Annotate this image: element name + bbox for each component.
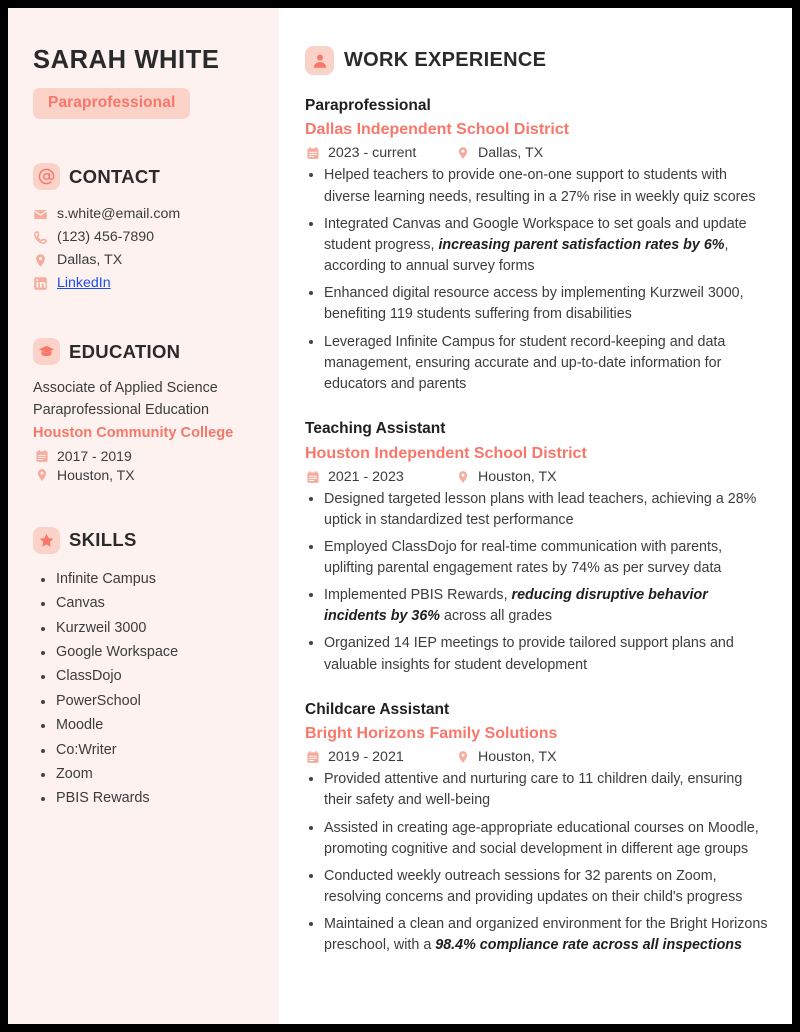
- job-company: Dallas Independent School District: [305, 121, 570, 139]
- job-dates-row: [305, 749, 455, 765]
- job-dates: 2019 - 2021: [328, 749, 404, 766]
- star-icon: [33, 527, 60, 554]
- job-location: Houston, TX: [478, 468, 557, 485]
- job-role: Childcare Assistant: [305, 700, 450, 718]
- education-location-row: [33, 464, 257, 483]
- skill-item: Co:Writer: [37, 738, 257, 762]
- skill-item: PowerSchool: [37, 689, 257, 713]
- job-bullet: Enhanced digital resource access by implementing Kurzweil 3000, benefiting 119 students suffering from disabilities: [305, 283, 770, 325]
- job-title-badge: Paraprofessional: [33, 88, 190, 119]
- education-section-title: EDUCATION: [69, 340, 181, 362]
- linkedin-icon: [33, 276, 48, 291]
- calendar-icon: [305, 146, 320, 160]
- skills-list: [33, 567, 257, 811]
- job-meta: [305, 749, 770, 765]
- job-bullet: Conducted weekly outreach sessions for 32 parents on Zoom, resolving concerns and providing updates on their child's progress: [305, 866, 770, 908]
- work-experience-section-title: WORK EXPERIENCE: [344, 49, 547, 71]
- location-icon: [455, 750, 470, 764]
- job-bullet: Integrated Canvas and Google Workspace to set goals and update student progress, increasing parent satisfaction rates by 6%, according to annual survey forms: [305, 214, 770, 277]
- jobs-container: [305, 95, 770, 956]
- job-bullets: [305, 489, 770, 676]
- job-bullet: Provided attentive and nurturing care to 11 children daily, ensuring their safety and well-being: [305, 769, 770, 811]
- job-bullet: Maintained a clean and organized environment for the Bright Horizons preschool, with a 98.4% compliance rate across all inspections: [305, 914, 770, 956]
- contact-item-phone: [33, 226, 257, 249]
- contact-phone-value: (123) 456-7890: [57, 229, 155, 246]
- mail-icon: [33, 207, 48, 222]
- at-icon: [33, 163, 60, 190]
- job-meta: [305, 145, 770, 161]
- job-entry: [305, 418, 770, 676]
- job-location: Houston, TX: [478, 749, 557, 766]
- contact-item-email: [33, 203, 257, 226]
- job-location: Dallas, TX: [478, 145, 544, 162]
- bullet-highlight: reducing disruptive behavior incidents by 36%: [324, 587, 708, 625]
- contact-section-title: CONTACT: [69, 165, 161, 187]
- job-bullet: Assisted in creating age-appropriate educational courses on Moodle, promoting cognitive and social development in different age groups: [305, 818, 770, 860]
- education-section-header: [33, 338, 257, 365]
- location-icon: [455, 146, 470, 160]
- page-title: SARAH WHITE: [33, 46, 220, 74]
- work-experience-section-header: [305, 46, 770, 75]
- job-bullet: Leveraged Infinite Campus for student record-keeping and data management, ensuring accurate and up-to-date information for educators and parents: [305, 332, 770, 395]
- job-bullets: [305, 165, 770, 395]
- job-location-row: [455, 749, 557, 765]
- sidebar: [8, 8, 279, 1024]
- contact-section-header: [33, 163, 257, 190]
- main-content: [279, 8, 792, 1024]
- skill-item: Canvas: [37, 591, 257, 615]
- contact-email-value: s.white@email.com: [57, 206, 181, 223]
- job-dates-row: [305, 145, 455, 161]
- job-entry: [305, 95, 770, 395]
- bullet-highlight: increasing parent satisfaction rates by 6%: [438, 236, 725, 253]
- job-bullets: [305, 769, 770, 956]
- education-entry: [33, 378, 257, 483]
- phone-icon: [33, 230, 48, 245]
- skill-item: PBIS Rewards: [37, 786, 257, 810]
- job-role: Paraprofessional: [305, 97, 431, 114]
- location-icon: [33, 253, 48, 268]
- job-company: Houston Independent School District: [305, 444, 587, 462]
- job-bullet: Implemented PBIS Rewards, reducing disruptive behavior incidents by 36% across all grades: [305, 585, 770, 627]
- job-role: Teaching Assistant: [305, 420, 446, 438]
- contact-item-linkedin[interactable]: [33, 272, 257, 295]
- contact-item-location: [33, 249, 257, 272]
- job-bullet: Helped teachers to provide one-on-one support to students with diverse learning needs, resulting in a 27% rise in weekly quiz scores: [305, 165, 770, 207]
- resume-page: [8, 8, 792, 1024]
- job-bullet: Employed ClassDojo for real-time communication with parents, uplifting parental engagement rates by 74% as per survey data: [305, 537, 770, 579]
- skill-item: Moodle: [37, 713, 257, 737]
- skill-item: ClassDojo: [37, 664, 257, 688]
- education-school: Houston Community College: [33, 424, 234, 441]
- job-meta: [305, 469, 770, 485]
- contact-location-value: Dallas, TX: [57, 252, 123, 269]
- skill-item: Infinite Campus: [37, 567, 257, 591]
- skill-item: Zoom: [37, 762, 257, 786]
- contact-list: [33, 203, 257, 295]
- skill-item: Kurzweil 3000: [37, 616, 257, 640]
- skills-section-header: [33, 527, 257, 554]
- education-location: Houston, TX: [57, 466, 135, 483]
- graduation-cap-icon: [33, 338, 60, 365]
- education-dates-row: [33, 445, 257, 464]
- job-bullet: Organized 14 IEP meetings to provide tailored support plans and valuable insights for student development: [305, 633, 770, 675]
- job-dates: 2023 - current: [328, 145, 417, 162]
- job-dates: 2021 - 2023: [328, 468, 404, 485]
- job-bullet: Designed targeted lesson plans with lead teachers, achieving a 28% uptick in standardized test performance: [305, 489, 770, 531]
- job-location-row: [455, 145, 543, 161]
- job-location-row: [455, 469, 557, 485]
- job-company: Bright Horizons Family Solutions: [305, 725, 558, 743]
- job-entry: [305, 699, 770, 957]
- education-dates: 2017 - 2019: [57, 447, 132, 464]
- education-degree: Associate of Applied Science: [33, 380, 218, 397]
- skills-section-title: SKILLS: [69, 529, 137, 551]
- calendar-icon: [305, 470, 320, 484]
- bullet-highlight: 98.4% compliance rate across all inspections: [435, 937, 742, 954]
- calendar-icon: [305, 750, 320, 764]
- education-field: Paraprofessional Education: [33, 401, 209, 418]
- person-icon: [305, 46, 334, 75]
- skill-item: Google Workspace: [37, 640, 257, 664]
- location-icon: [34, 468, 49, 482]
- job-dates-row: [305, 469, 455, 485]
- linkedin-link[interactable]: LinkedIn: [57, 275, 111, 292]
- location-icon: [455, 470, 470, 484]
- calendar-icon: [34, 449, 49, 463]
